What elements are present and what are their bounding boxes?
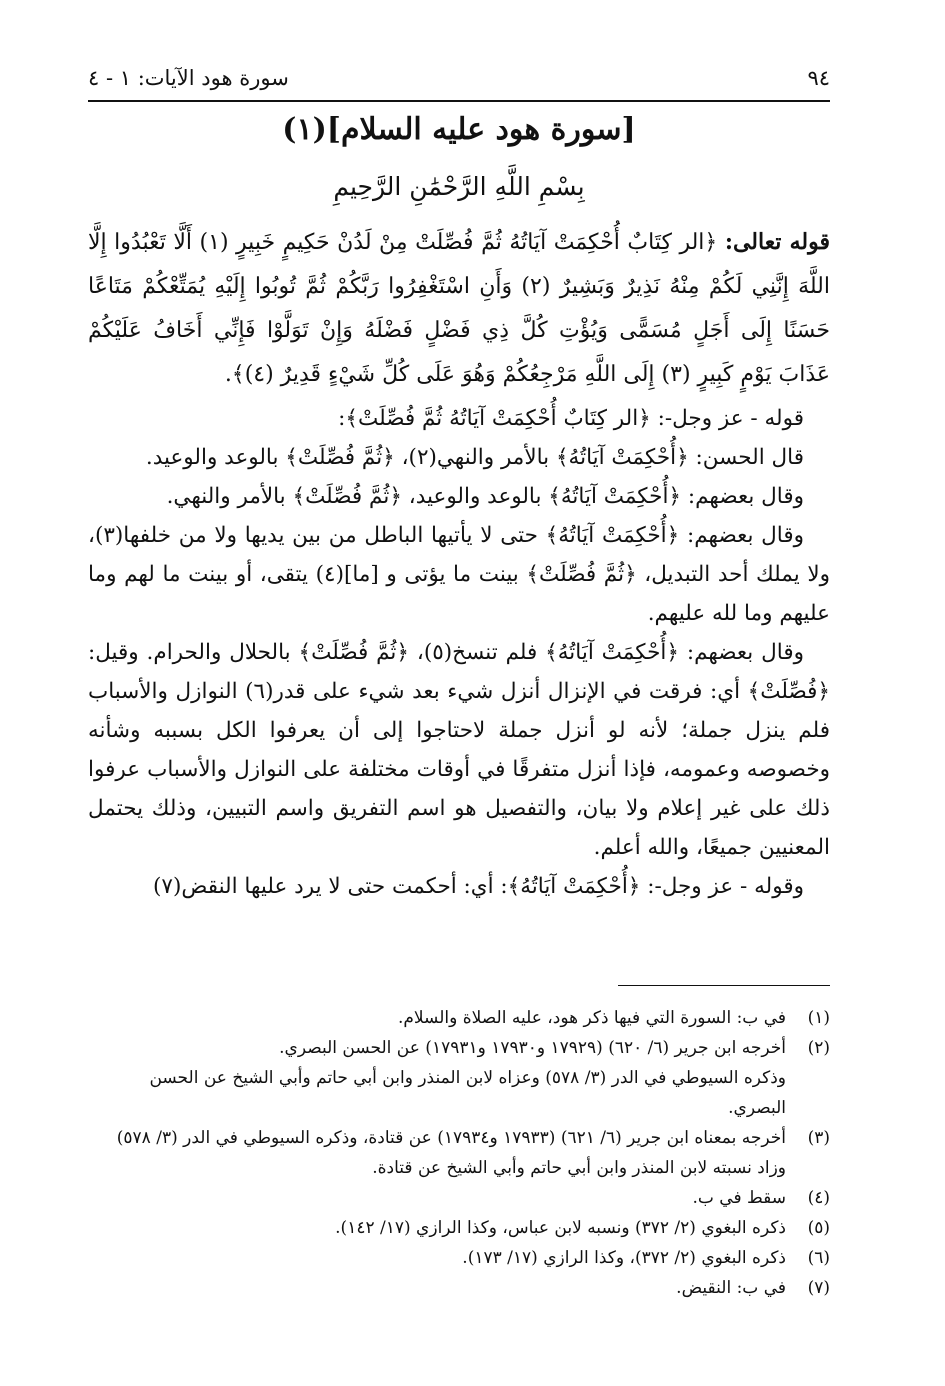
paragraph-2: قال الحسن: ﴿أُحْكِمَتْ آيَاتُهُ﴾ بالأمر والنهي(٢)، ﴿ثُمَّ فُصِّلَتْ﴾ بالوعد والوعيد.: [145, 445, 804, 470]
footnote-text: ذكره البغوي (٢/ ٣٧٢)، وكذا الرازي (١٧/ ١٧٣).: [462, 1248, 786, 1268]
surah-title: [سورة هود عليه السلام](١): [282, 112, 636, 147]
footnote: [88, 1183, 830, 1213]
footnote-text: ذكره البغوي (٢/ ٣٧٢) ونسبه لابن عباس، وكذا الرازي (١٧/ ١٤٢).: [335, 1218, 786, 1238]
footnote: [88, 1123, 830, 1183]
footnote: [88, 1003, 830, 1033]
book-page: [88, 0, 830, 1386]
footnote: [88, 1273, 830, 1303]
header-divider: [88, 100, 830, 102]
footnotes: [88, 1003, 830, 1303]
page-number: ٩٤: [807, 66, 830, 90]
footnote: [88, 1243, 830, 1273]
footnote-text: في ب: السورة التي فيها ذكر هود، عليه الصلاة والسلام.: [397, 1008, 786, 1028]
quran-verses: [88, 220, 830, 397]
footnote-text: سقط في ب.: [692, 1188, 786, 1208]
running-title: سورة هود الآيات: ١ - ٤: [88, 66, 289, 90]
footnote-number: (٢): [807, 1038, 830, 1058]
paragraph-3: وقال بعضهم: ﴿أُحْكِمَتْ آيَاتُهُ﴾ بالوعد والوعيد، ﴿ثُمَّ فُصِّلَتْ﴾ بالأمر والنهي.: [166, 484, 804, 509]
verse-text: ﴿الر كِتَابٌ أُحْكِمَتْ آيَاتُهُ ثُمَّ فُصِّلَتْ مِنْ لَدُنْ حَكِيمٍ خَبِيرٍ (١) أَلَّا تَعْبُدُوا إِلَّا اللَّهَ إِنَّنِي لَكُمْ مِنْهُ نَذِيرٌ وَبَشِيرٌ (٢) وَأَنِ اسْتَغْفِرُوا رَبَّكُمْ ثُمَّ تُوبُوا إِلَيْهِ يُمَتِّعْكُمْ مَتَاعًا حَسَنًا إِلَى أَجَلٍ مُسَمًّى وَيُؤْتِ كُلَّ ذِي فَضْلٍ فَضْلَهُ وَإِنْ تَوَلَّوْا فَإِنِّي أَخَافُ عَلَيْكُمْ عَذَابَ يَوْمٍ كَبِيرٍ (٣) إِلَى اللَّهِ مَرْجِعُكُمْ وَهُوَ عَلَى كُلِّ شَيْءٍ قَدِيرٌ (٤)﴾.: [88, 230, 830, 387]
footnote-number: (٤): [807, 1188, 830, 1208]
footnote-number: (٦): [807, 1248, 830, 1268]
footnote-number: (٥): [807, 1218, 830, 1238]
footnote-number: (١): [807, 1008, 830, 1028]
commentary-body: [88, 220, 830, 906]
footnote-divider: [618, 985, 830, 986]
paragraph-1: قوله - عز وجل-: ﴿الر كِتَابٌ أُحْكِمَتْ آيَاتُهُ ثُمَّ فُصِّلَتْ﴾:: [338, 406, 804, 431]
paragraph-4: وقال بعضهم: ﴿أُحْكِمَتْ آيَاتُهُ﴾ حتى لا يأتيها الباطل من بين يديها ولا من خلفها(٣)، ولا يملك أحد التبديل، ﴿ثُمَّ فُصِّلَتْ﴾ بينت ما يؤتى و [ما](٤) يتقى، أو بينت ما لهم وما عليهم وما لله عليهم.: [88, 523, 830, 626]
page-header: [88, 58, 830, 98]
paragraph-6: وقوله - عز وجل-: ﴿أُحْكِمَتْ آيَاتُهُ﴾: أي: أحكمت حتى لا يرد عليها النقض(٧): [153, 874, 804, 899]
footnote-text: أخرجه ابن جرير (٦/ ٦٢٠) (١٧٩٢٩ و١٧٩٣٠ و١٧٩٣١) عن الحسن البصري.: [279, 1038, 786, 1058]
paragraph-5: وقال بعضهم: ﴿أُحْكِمَتْ آيَاتُهُ﴾ فلم تنسخ(٥)، ﴿ثُمَّ فُصِّلَتْ﴾ بالحلال والحرام. وقيل: ﴿فُصِّلَتْ﴾ أي: فرقت في الإنزال أنزل شيء بعد شيء على قدر(٦) النوازل والأسباب فلم ينزل جملة؛ لأنه لو أنزل جملة لاحتاجوا إلى أن يعرفوا الكل بسببه وشأنه وخصوصه وعمومه، فإذا أنزل متفرقًا في أوقات مختلفة على النوازل والأسباب عرفوا ذلك على غير إعلام ولا بيان، والتفصيل هو اسم التفريق واسم التبيين، وذلك يحتمل المعنيين جميعًا، والله أعلم.: [88, 640, 830, 860]
verse-intro-label: قوله تعالى:: [724, 229, 830, 255]
footnote: [88, 1213, 830, 1243]
footnote-number: (٧): [807, 1278, 830, 1298]
footnote-number: (٣): [807, 1128, 830, 1148]
basmala: بِسْمِ اللَّهِ الرَّحْمَٰنِ الرَّحِيمِ: [333, 172, 585, 201]
footnote-text: في ب: النقيض.: [676, 1278, 786, 1298]
footnote-text: أخرجه بمعناه ابن جرير (٦/ ٦٢١) (١٧٩٣٣ و١٧٩٣٤) عن قتادة، وذكره السيوطي في الدر (٣/ ٥٧٨) وزاد نسبته لابن المنذر وابن أبي حاتم وأبي الشيخ عن قتادة.: [116, 1128, 786, 1178]
footnote: [88, 1033, 830, 1063]
footnote-continuation: وذكره السيوطي في الدر (٣/ ٥٧٨) وعزاه لابن المنذر وابن أبي حاتم وأبي الشيخ عن الحسن البصري.: [149, 1068, 786, 1118]
